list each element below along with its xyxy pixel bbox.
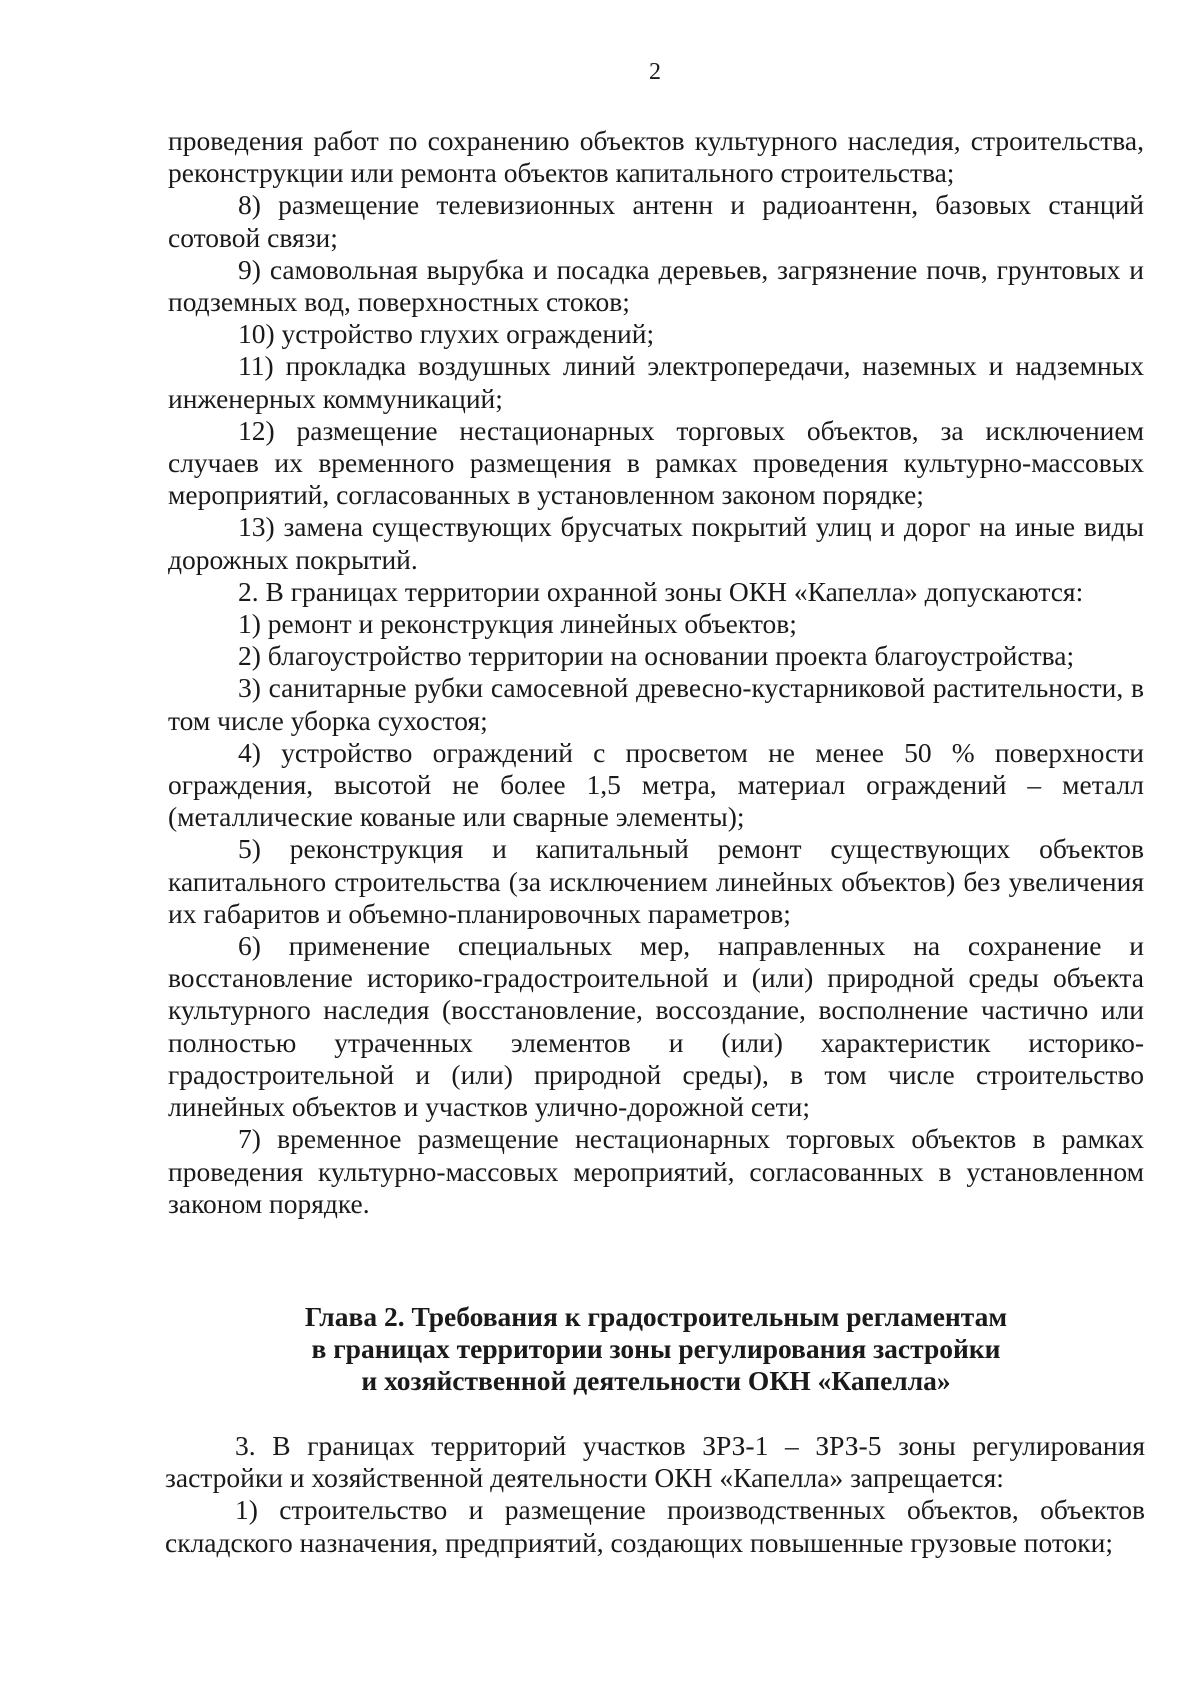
page-number: 2 [649,59,661,85]
document-body-part-1 [168,125,1144,1220]
clause-2-item-7: 7) временное размещение нестационарных торговых объектов в рамках проведения культурно-массовых мероприятий, согласованных в установленном законом порядке. [168,1123,1144,1219]
paragraph-continuation: проведения работ по сохранению объектов культурного наследия, строительства, реконструкции или ремонта объектов капитального строительства; [168,125,1144,189]
clause-3: 3. В границах территорий участков ЗРЗ-1 – ЗРЗ-5 зоны регулирования застройки и хозяйственной деятельности ОКН «Капелла» запрещается: [165,1430,1145,1494]
list-item-13: 13) замена существующих брусчатых покрытий улиц и дорог на иные виды дорожных покрытий. [168,511,1144,575]
clause-2: 2. В границах территории охранной зоны ОКН «Капелла» допускаются: [238,575,1084,607]
chapter-heading [168,1301,1144,1397]
document-body-part-2 [165,1430,1145,1559]
list-item-12: 12) размещение нестационарных торговых объектов, за исключением случаев их временного размещения в рамках проведения культурно-массовых мероприятий, согласованных в установленном законом порядке; [168,414,1144,511]
clause-2-item-6: 6) применение специальных мер, направленных на сохранение и восстановление историко-градостроительной и (или) природной среды объекта культурного наследия (восстановление, воссоздание, восполнение частично или полностью утраченных элементов и (или) характеристик историко-градостроительной и (или) природной среды), в том числе строительство линейных объектов и участков улично-дорожной сети; [168,930,1144,1123]
clause-2-item-5: 5) реконструкция и капитальный ремонт существующих объектов капитального строительства (за исключением линейных объектов) без увеличения их габаритов и объемно-планировочных параметров; [168,833,1144,929]
list-item-11: 11) прокладка воздушных линий электропередачи, наземных и надземных инженерных коммуникаций; [168,350,1144,414]
chapter-heading-line-3: и хозяйственной деятельности ОКН «Капелла» [361,1365,951,1396]
list-item-10: 10) устройство глухих ограждений; [238,318,655,350]
clause-2-item-4: 4) устройство ограждений с просветом не менее 50 % поверхности ограждения, высотой не более 1,5 метра, материал ограждений – металл (металлические кованые или сварные элементы); [168,736,1144,833]
clause-2-item-2: 2) благоустройство территории на основании проекта благоустройства; [238,640,1075,672]
clause-2-item-1: 1) ремонт и реконструкция линейных объектов; [238,608,797,640]
chapter-heading-line-2: в границах территории зоны регулирования застройки [311,1333,1001,1364]
list-item-8: 8) размещение телевизионных антенн и радиоантенн, базовых станций сотовой связи; [168,189,1144,253]
chapter-heading-line-1: Глава 2. Требования к градостроительным регламентам [304,1301,1008,1332]
clause-2-item-3: 3) санитарные рубки самосевной древесно-кустарниковой растительности, в том числе уборка сухостоя; [168,672,1144,736]
list-item-9: 9) самовольная вырубка и посадка деревьев, загрязнение почв, грунтовых и подземных вод, поверхностных стоков; [168,253,1144,318]
clause-3-item-1: 1) строительство и размещение производственных объектов, объектов складского назначения, предприятий, создающих повышенные грузовые потоки; [165,1494,1145,1558]
